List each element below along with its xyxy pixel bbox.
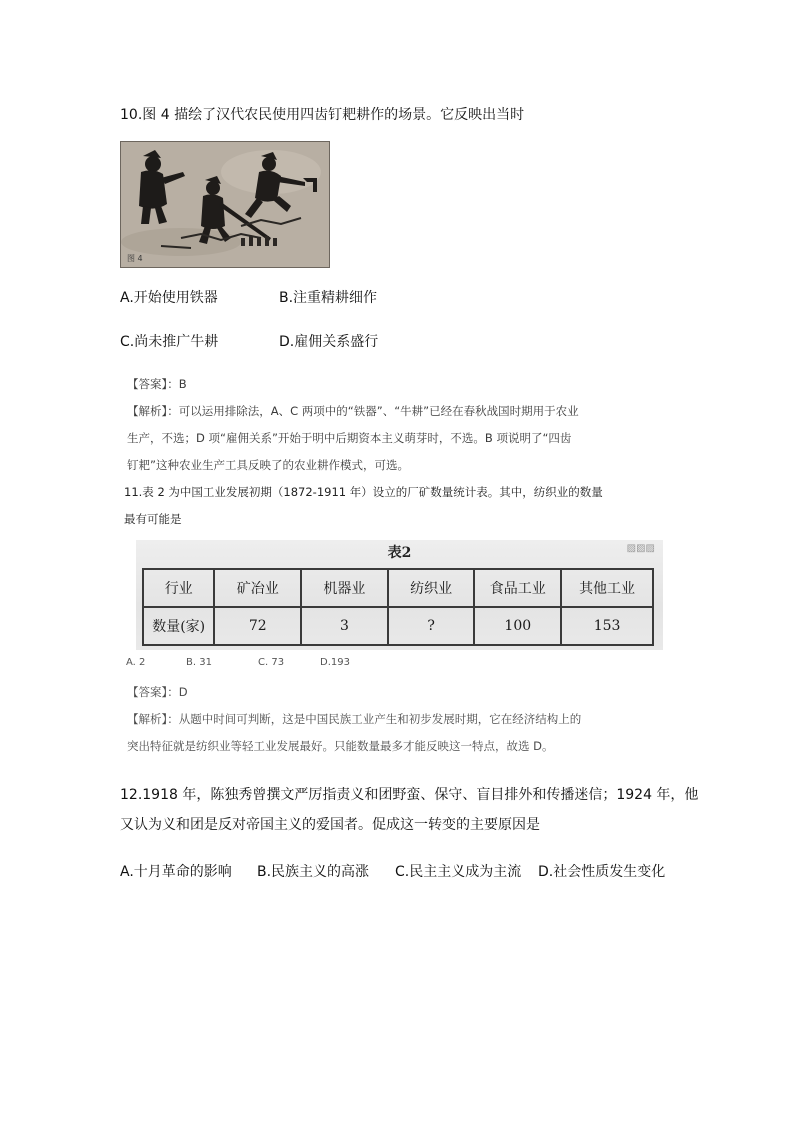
q10-analysis-line-2: 生产，不选；D 项“雇佣关系”开始于明中后期资本主义萌芽时，不选。B 项说明了“四齿 — [127, 431, 572, 445]
q11-option-b: B. 31 — [186, 657, 212, 668]
table-2-title: 表2 — [387, 545, 412, 561]
q11-answer: 【答案】：D — [127, 685, 188, 699]
q10-analysis-line-3: 钉耙”这种农业生产工具反映了的农业耕作模式，可选。 — [127, 458, 409, 472]
watermark-stamp: ▨▨▨ — [626, 543, 655, 554]
header-cell: 纺织业 — [388, 569, 475, 607]
header-cell: 食品工业 — [474, 569, 561, 607]
q11-option-c: C. 73 — [258, 657, 285, 668]
q10-option-d: D.雇佣关系盛行 — [279, 334, 379, 350]
q10-stem: 10.图 4 描绘了汉代农民使用四齿钉耙耕作的场景。它反映出当时 — [120, 107, 525, 123]
header-cell: 机器业 — [301, 569, 388, 607]
q10-option-b: B.注重精耕细作 — [279, 290, 378, 306]
q11-option-a: A. 2 — [126, 657, 146, 668]
figure-4-image — [120, 141, 330, 268]
q12-option-c: C.民主主义成为主流 — [395, 864, 522, 880]
q10-option-c: C.尚未推广牛耕 — [120, 334, 219, 350]
q11-analysis-line-1: 【解析】：从题中时间可判断，这是中国民族工业产生和初步发展时期，它在经济结构上的 — [127, 712, 582, 726]
value-cell: 72 — [214, 607, 301, 645]
q11-stem-line-1: 11.表 2 为中国工业发展初期（1872-1911 年）设立的厂矿数量统计表。其中，纺织业的数量 — [124, 485, 603, 499]
q12-option-b: B.民族主义的高涨 — [257, 864, 370, 880]
q11-analysis-line-2: 突出特征就是纺织业等轻工业发展最好。只能数量最多才能反映这一特点，故选 D。 — [127, 739, 554, 753]
value-cell: 3 — [301, 607, 388, 645]
q12-option-a: A.十月革命的影响 — [120, 864, 232, 880]
q12-option-d: D.社会性质发生变化 — [538, 864, 666, 880]
q10-analysis-line-1: 【解析】：可以运用排除法，A、C 两项中的“铁器”、“牛耕”已经在春秋战国时期用于农业 — [127, 404, 579, 418]
table-header-row — [143, 569, 653, 607]
q10-answer: 【答案】：B — [127, 377, 187, 391]
table-row — [143, 607, 653, 645]
farming-scene-illustration — [121, 142, 329, 267]
value-cell: 100 — [474, 607, 561, 645]
table-2 — [142, 568, 654, 646]
row-label-cell: 数量(家) — [143, 607, 214, 645]
q12-stem-line-2: 又认为义和团是反对帝国主义的爱国者。促成这一转变的主要原因是 — [120, 817, 540, 833]
q11-stem-line-2: 最有可能是 — [124, 512, 182, 526]
q10-option-a: A.开始使用铁器 — [120, 290, 218, 306]
header-cell: 矿冶业 — [214, 569, 301, 607]
q12-stem-line-1: 12.1918 年，陈独秀曾撰文严厉指责义和团野蛮、保守、盲目排外和传播迷信；1924 年，他 — [120, 787, 699, 803]
table-2-image — [136, 540, 663, 650]
value-cell: ? — [388, 607, 475, 645]
q11-option-d: D.193 — [320, 657, 350, 668]
value-cell: 153 — [561, 607, 653, 645]
header-cell: 其他工业 — [561, 569, 653, 607]
header-cell: 行业 — [143, 569, 214, 607]
figure-4-caption: 图 4 — [127, 254, 143, 263]
